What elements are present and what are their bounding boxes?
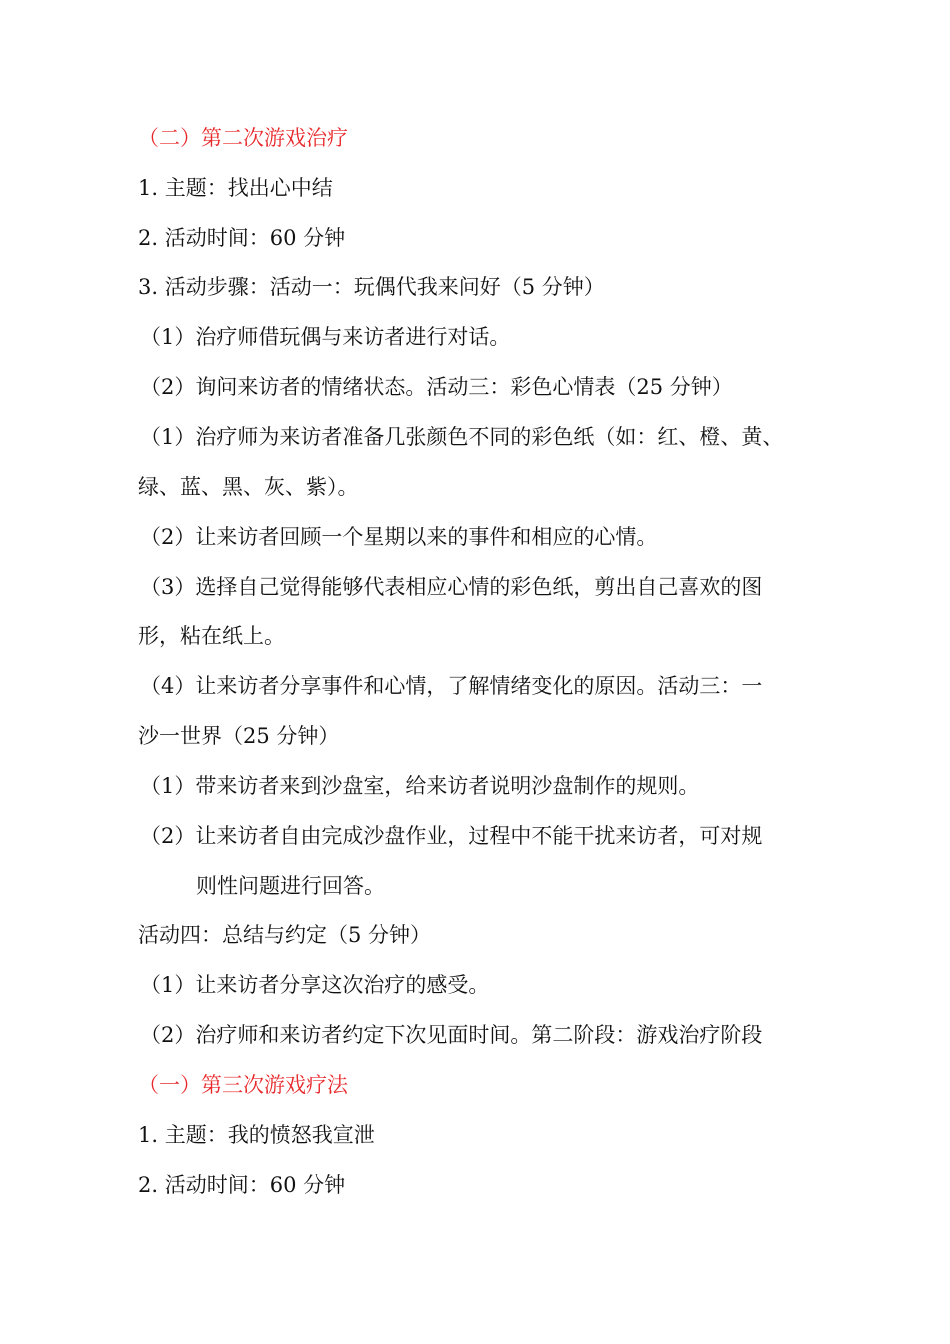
paragraph-continuation: 则性问题进行回答。 (196, 874, 385, 898)
paragraph: （2）让来访者自由完成沙盘作业，过程中不能干扰来访者，可对规 (140, 824, 763, 848)
paragraph-continuation: 沙一世界（25 分钟） (138, 724, 340, 748)
section-heading-third-session: （一）第三次游戏疗法 (138, 1073, 348, 1097)
paragraph: （1）治疗师为来访者准备几张颜色不同的彩色纸（如：红、橙、黄、 (140, 425, 784, 449)
paragraph: （4）让来访者分享事件和心情，了解情绪变化的原因。活动三：一 (140, 674, 763, 698)
activity-heading: 活动四：总结与约定（5 分钟） (138, 923, 432, 947)
paragraph-continuation: 形，粘在纸上。 (138, 624, 285, 648)
paragraph: （1）治疗师借玩偶与来访者进行对话。 (140, 325, 511, 349)
list-item-time: 2. 活动时间：60 分钟 (138, 1173, 346, 1197)
list-item-steps: 3. 活动步骤：活动一：玩偶代我来问好（5 分钟） (138, 275, 605, 299)
paragraph: （3）选择自己觉得能够代表相应心情的彩色纸，剪出自己喜欢的图 (140, 575, 763, 599)
list-item-topic: 1. 主题：找出心中结 (138, 176, 333, 200)
list-item-topic: 1. 主题：我的愤怒我宣泄 (138, 1123, 375, 1147)
paragraph: （1）带来访者来到沙盘室，给来访者说明沙盘制作的规则。 (140, 774, 700, 798)
paragraph: （2）让来访者回顾一个星期以来的事件和相应的心情。 (140, 525, 658, 549)
paragraph: （1）让来访者分享这次治疗的感受。 (140, 973, 490, 997)
paragraph: （2）治疗师和来访者约定下次见面时间。第二阶段：游戏治疗阶段 (140, 1023, 763, 1047)
paragraph: （2）询问来访者的情绪状态。活动三：彩色心情表（25 分钟） (140, 375, 733, 399)
list-item-time: 2. 活动时间：60 分钟 (138, 226, 346, 250)
section-heading-second-session: （二）第二次游戏治疗 (138, 126, 348, 150)
paragraph-continuation: 绿、蓝、黑、灰、紫）。 (138, 475, 359, 499)
